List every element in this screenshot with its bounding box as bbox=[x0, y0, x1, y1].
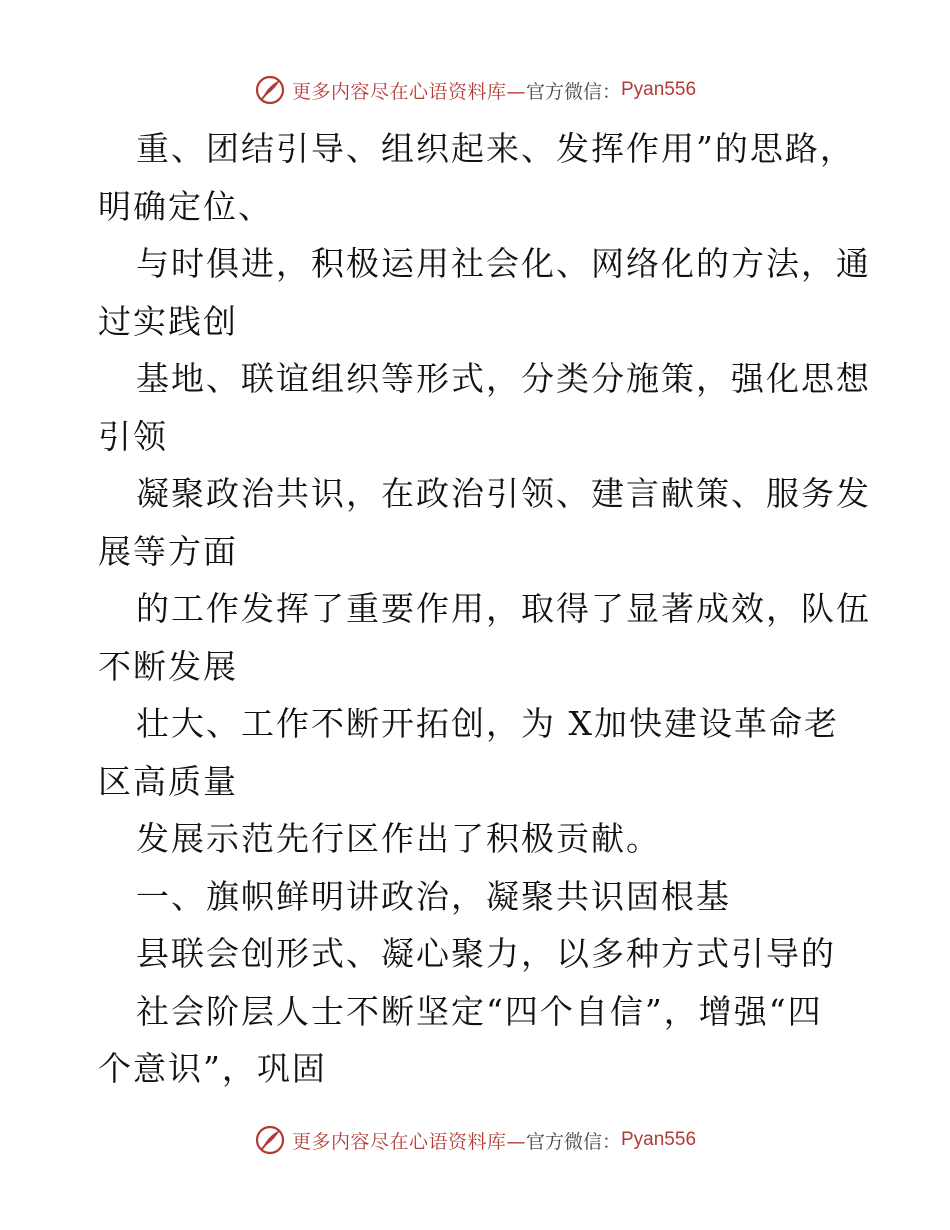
text-line: 凝聚政治共识，在政治引领、建言献策、服务发 bbox=[136, 474, 871, 513]
text-line: 明确定位、 bbox=[98, 186, 273, 226]
text-line: 发展示范先行区作出了积极贡献。 bbox=[136, 819, 661, 858]
text-line: 重、团结引导、组织起来、发挥作用”的思路， bbox=[136, 129, 855, 168]
text-line: 与时俱进，积极运用社会化、网络化的方法，通 bbox=[136, 244, 871, 283]
header-wechat-label: 官方微信： bbox=[525, 80, 621, 103]
text-line: 个意识”，巩固 bbox=[98, 1049, 327, 1088]
footer-wechat-id: Pyan556 bbox=[621, 1129, 697, 1150]
text-line: 社会阶层人士不断坚定“四个自信”，增强“四 bbox=[136, 991, 823, 1031]
text-line: 不断发展 bbox=[98, 646, 238, 686]
text-line: 的工作发挥了重要作用，取得了显著成效，队伍 bbox=[136, 589, 871, 628]
text-line: 县联会创形式、凝心聚力，以多种方式引导的 bbox=[136, 934, 836, 973]
feather-pen-logo-icon bbox=[254, 1124, 286, 1156]
footer-wechat-label: 官方微信： bbox=[525, 1130, 621, 1153]
header-wechat-id: Pyan556 bbox=[621, 79, 697, 100]
text-line: 过实践创 bbox=[98, 301, 238, 341]
text-line: 壮大、工作不断开拓创，为 X加快建设革命老 bbox=[136, 704, 839, 743]
footer-watermark-banner bbox=[0, 1120, 950, 1160]
document-body bbox=[98, 120, 871, 1098]
text-line: 基地、联谊组织等形式，分类分施策，强化思想 bbox=[136, 359, 871, 398]
header-brand-text: 更多内容尽在心语资料库— bbox=[291, 80, 526, 103]
header-watermark-banner bbox=[0, 70, 950, 110]
feather-pen-logo-icon bbox=[254, 74, 286, 106]
text-line: 引领 bbox=[98, 416, 168, 456]
text-line: 一、旗帜鲜明讲政治，凝聚共识固根基 bbox=[136, 876, 731, 916]
footer-brand-text: 更多内容尽在心语资料库— bbox=[291, 1130, 526, 1153]
text-line: 展等方面 bbox=[98, 531, 238, 571]
text-line: 区高质量 bbox=[98, 761, 238, 801]
